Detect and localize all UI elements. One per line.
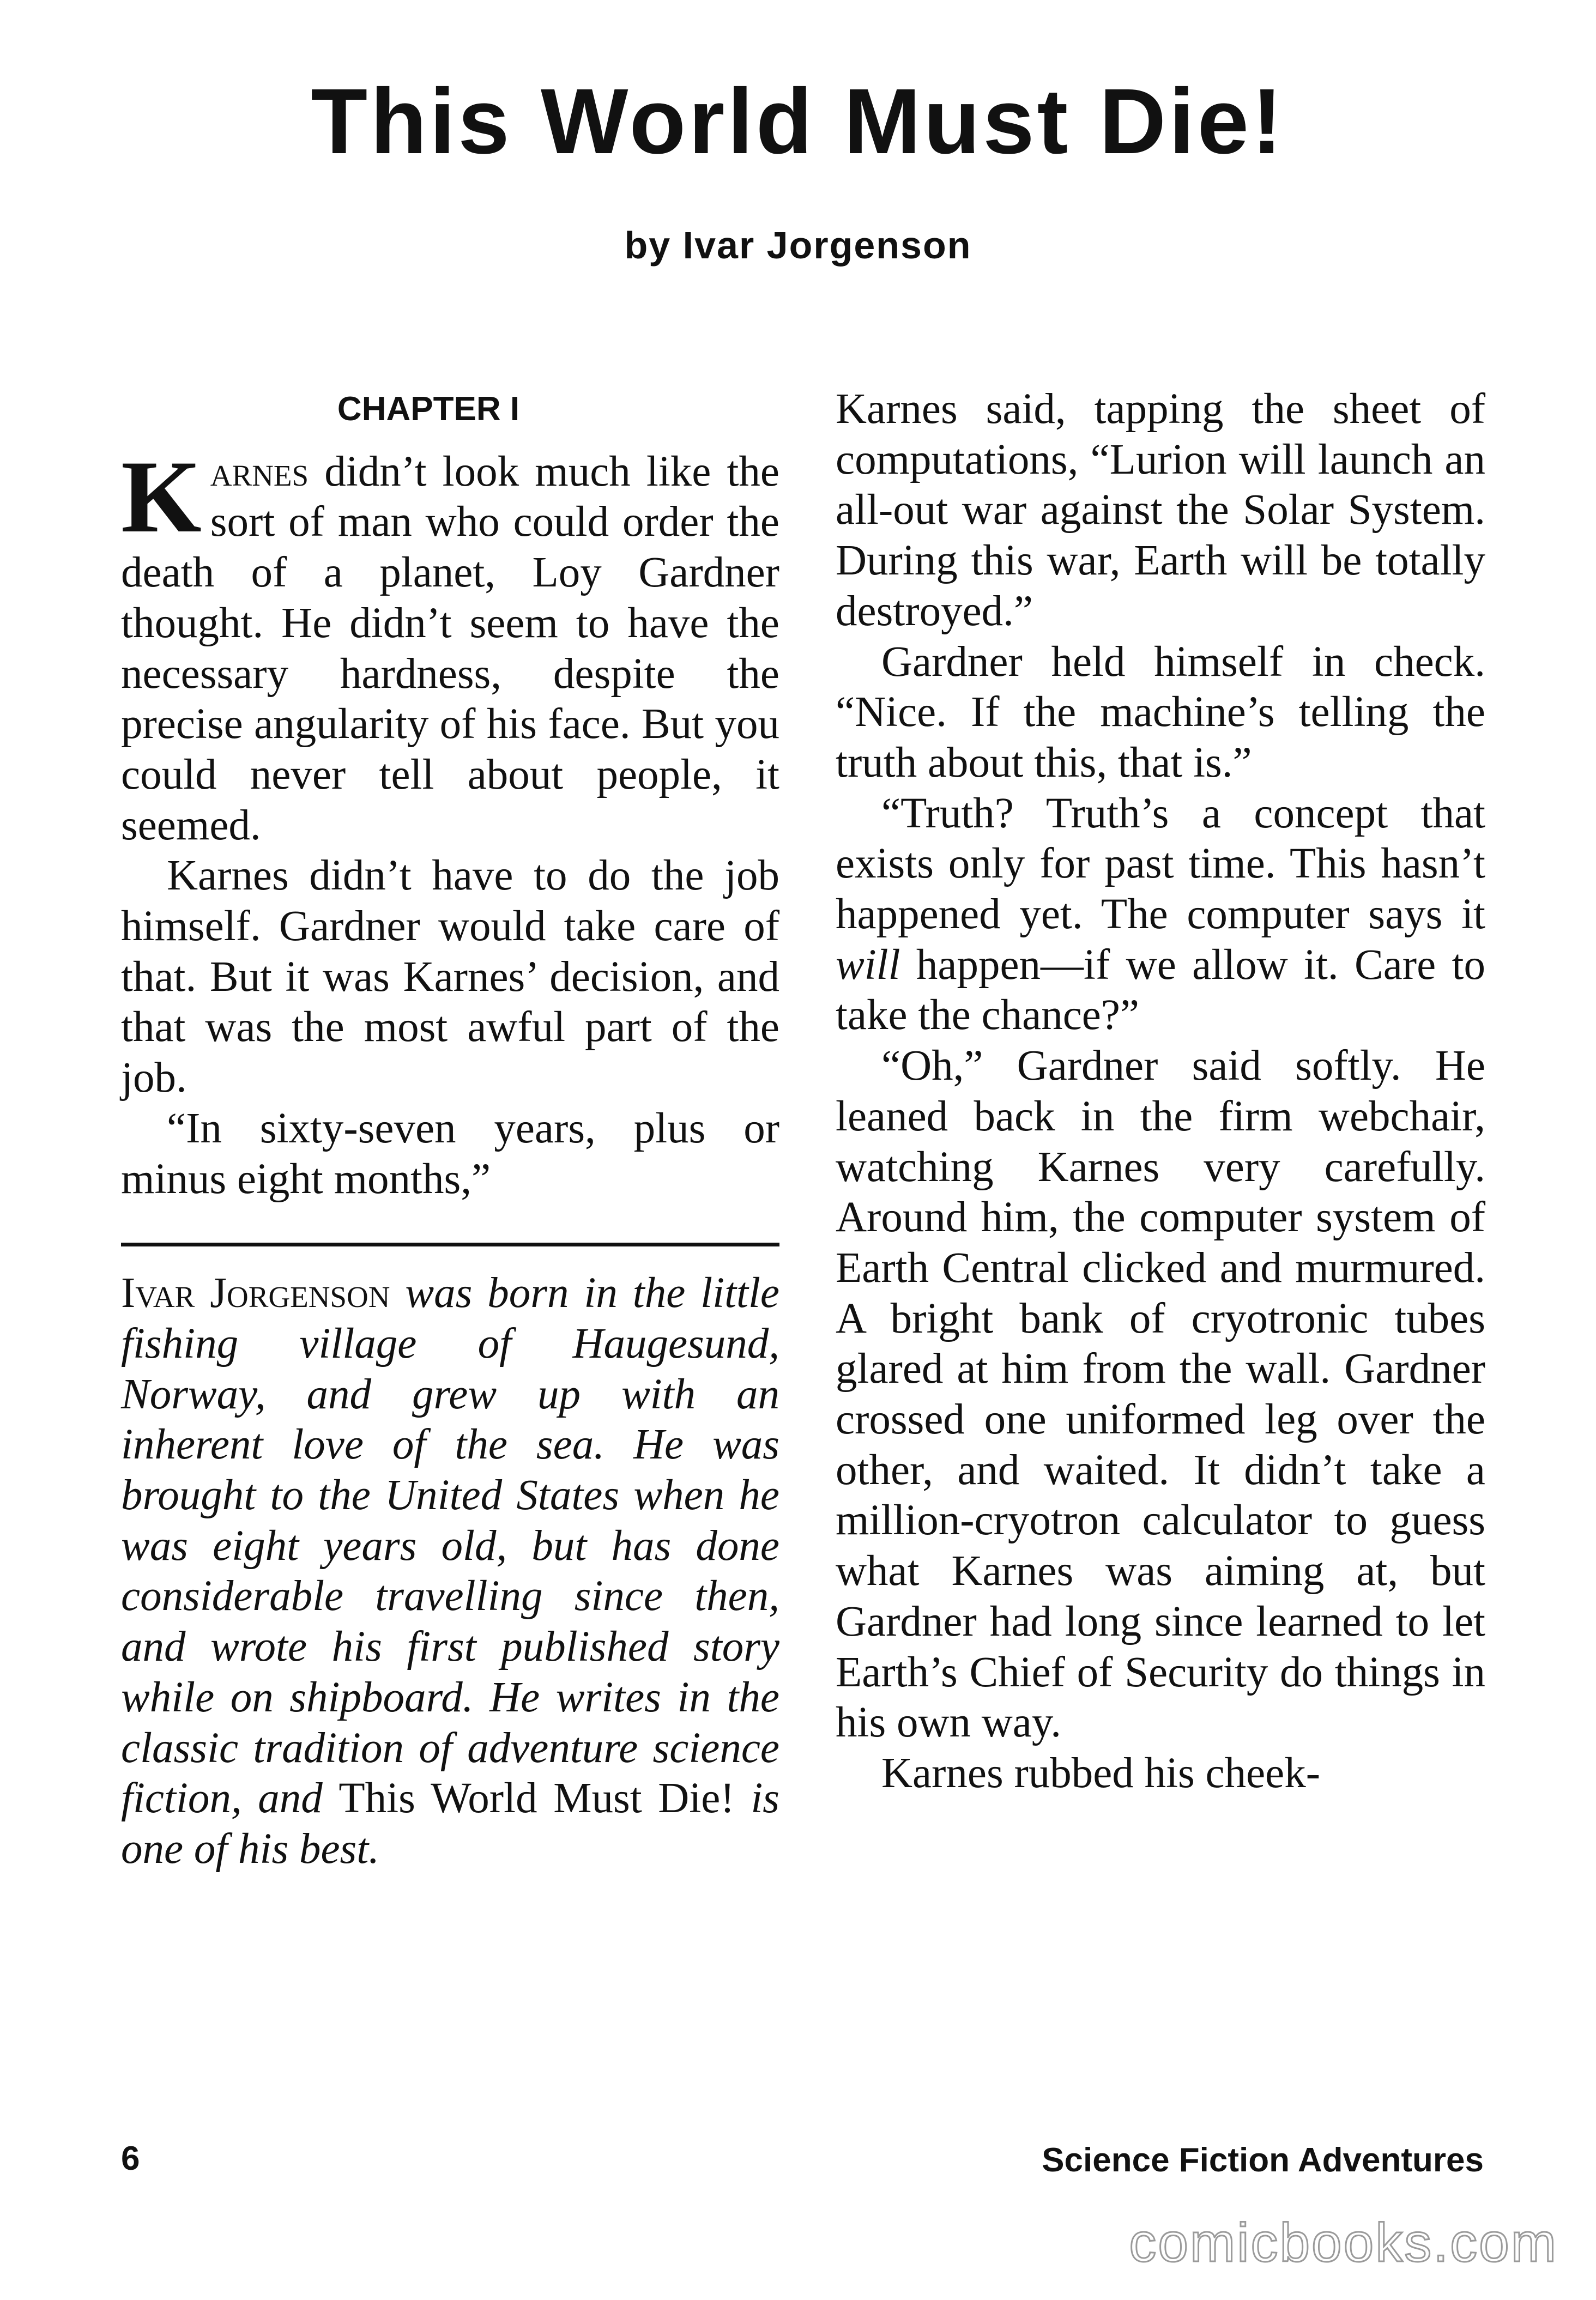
- drop-cap: K: [121, 439, 202, 554]
- right-column: [836, 384, 1485, 1799]
- paragraph-5-text-a: “Truth? Truth’s a concept that exists only for past time. This hasn’t happened yet. The computer says it: [836, 789, 1485, 939]
- author-bio: [121, 1268, 779, 1874]
- bio-text-b: is one of his best.: [121, 1775, 780, 1873]
- chapter-heading: CHAPTER I: [337, 390, 520, 428]
- paragraph-7: Karnes rubbed his cheek-: [881, 1749, 1321, 1797]
- paragraph-1: [121, 439, 779, 851]
- bio-text-a: was born in the little fishing village of Haugesund, Norway, and grew up with an inherent love of the sea. He was brought to the United States when he was eight years old, but has done considerable travelling since then, and wrote his first published story while on shipboard. He writes in the classic tradition of adventure science fiction, and: [121, 1269, 779, 1823]
- paragraph-6: “Oh,” Gardner said softly. He leaned back in the firm webchair, watching Karnes very carefully. Around him, the computer system of Earth Central clicked and murmured. A bright bank of cryotronic tubes glared at him from the wall. Gardner crossed one uniformed leg over the other, and waited. It didn’t take a million-cryotron calculator to guess what Karnes was aiming at, but Gardner had long since learned to let Earth’s Chief of Security do things in his own way.: [836, 1042, 1485, 1747]
- paragraph-5-emphasis: will: [836, 941, 900, 989]
- page-number: 6: [121, 2140, 140, 2177]
- bio-divider: [121, 1243, 779, 1246]
- paragraph-1-text: didn’t look much like the sort of man who could order the death of a planet, Loy Gardner thought. He didn’t seem to have the necessary hardness, despite the precise angularity of his face. But you could never tell about people, it seemed.: [121, 447, 779, 849]
- paragraph-5-text-b: happen—if we allow it. Care to take the chance?”: [836, 941, 1485, 1039]
- paragraph-3: “In sixty-seven years, plus or minus eight months,”: [121, 1104, 779, 1203]
- first-word-smallcaps: arnes: [210, 447, 309, 495]
- paragraph-4: Gardner held himself in check. “Nice. If the machine’s telling the truth about this, that is.”: [836, 638, 1485, 786]
- story-title: This World Must Die!: [311, 70, 1285, 173]
- watermark: comicbooks.com: [1129, 2212, 1558, 2273]
- running-title: Science Fiction Adventures: [1042, 2141, 1484, 2179]
- paragraph-5: [836, 789, 1485, 1042]
- byline: by Ivar Jorgenson: [624, 224, 972, 267]
- paragraph-3-continued: Karnes said, tapping the sheet of computations, “Lurion will launch an all-out war against the Solar System. During this war, Earth will be totally destroyed.”: [836, 385, 1485, 635]
- bio-author-name: Ivar Jorgenson: [121, 1269, 390, 1317]
- bio-story-title: This World Must Die!: [338, 1775, 735, 1823]
- left-column: [121, 384, 779, 1875]
- paragraph-2: Karnes didn’t have to do the job himself. Gardner would take care of that. But it was Karnes’ decision, and that was the most awful part of the job.: [121, 852, 779, 1102]
